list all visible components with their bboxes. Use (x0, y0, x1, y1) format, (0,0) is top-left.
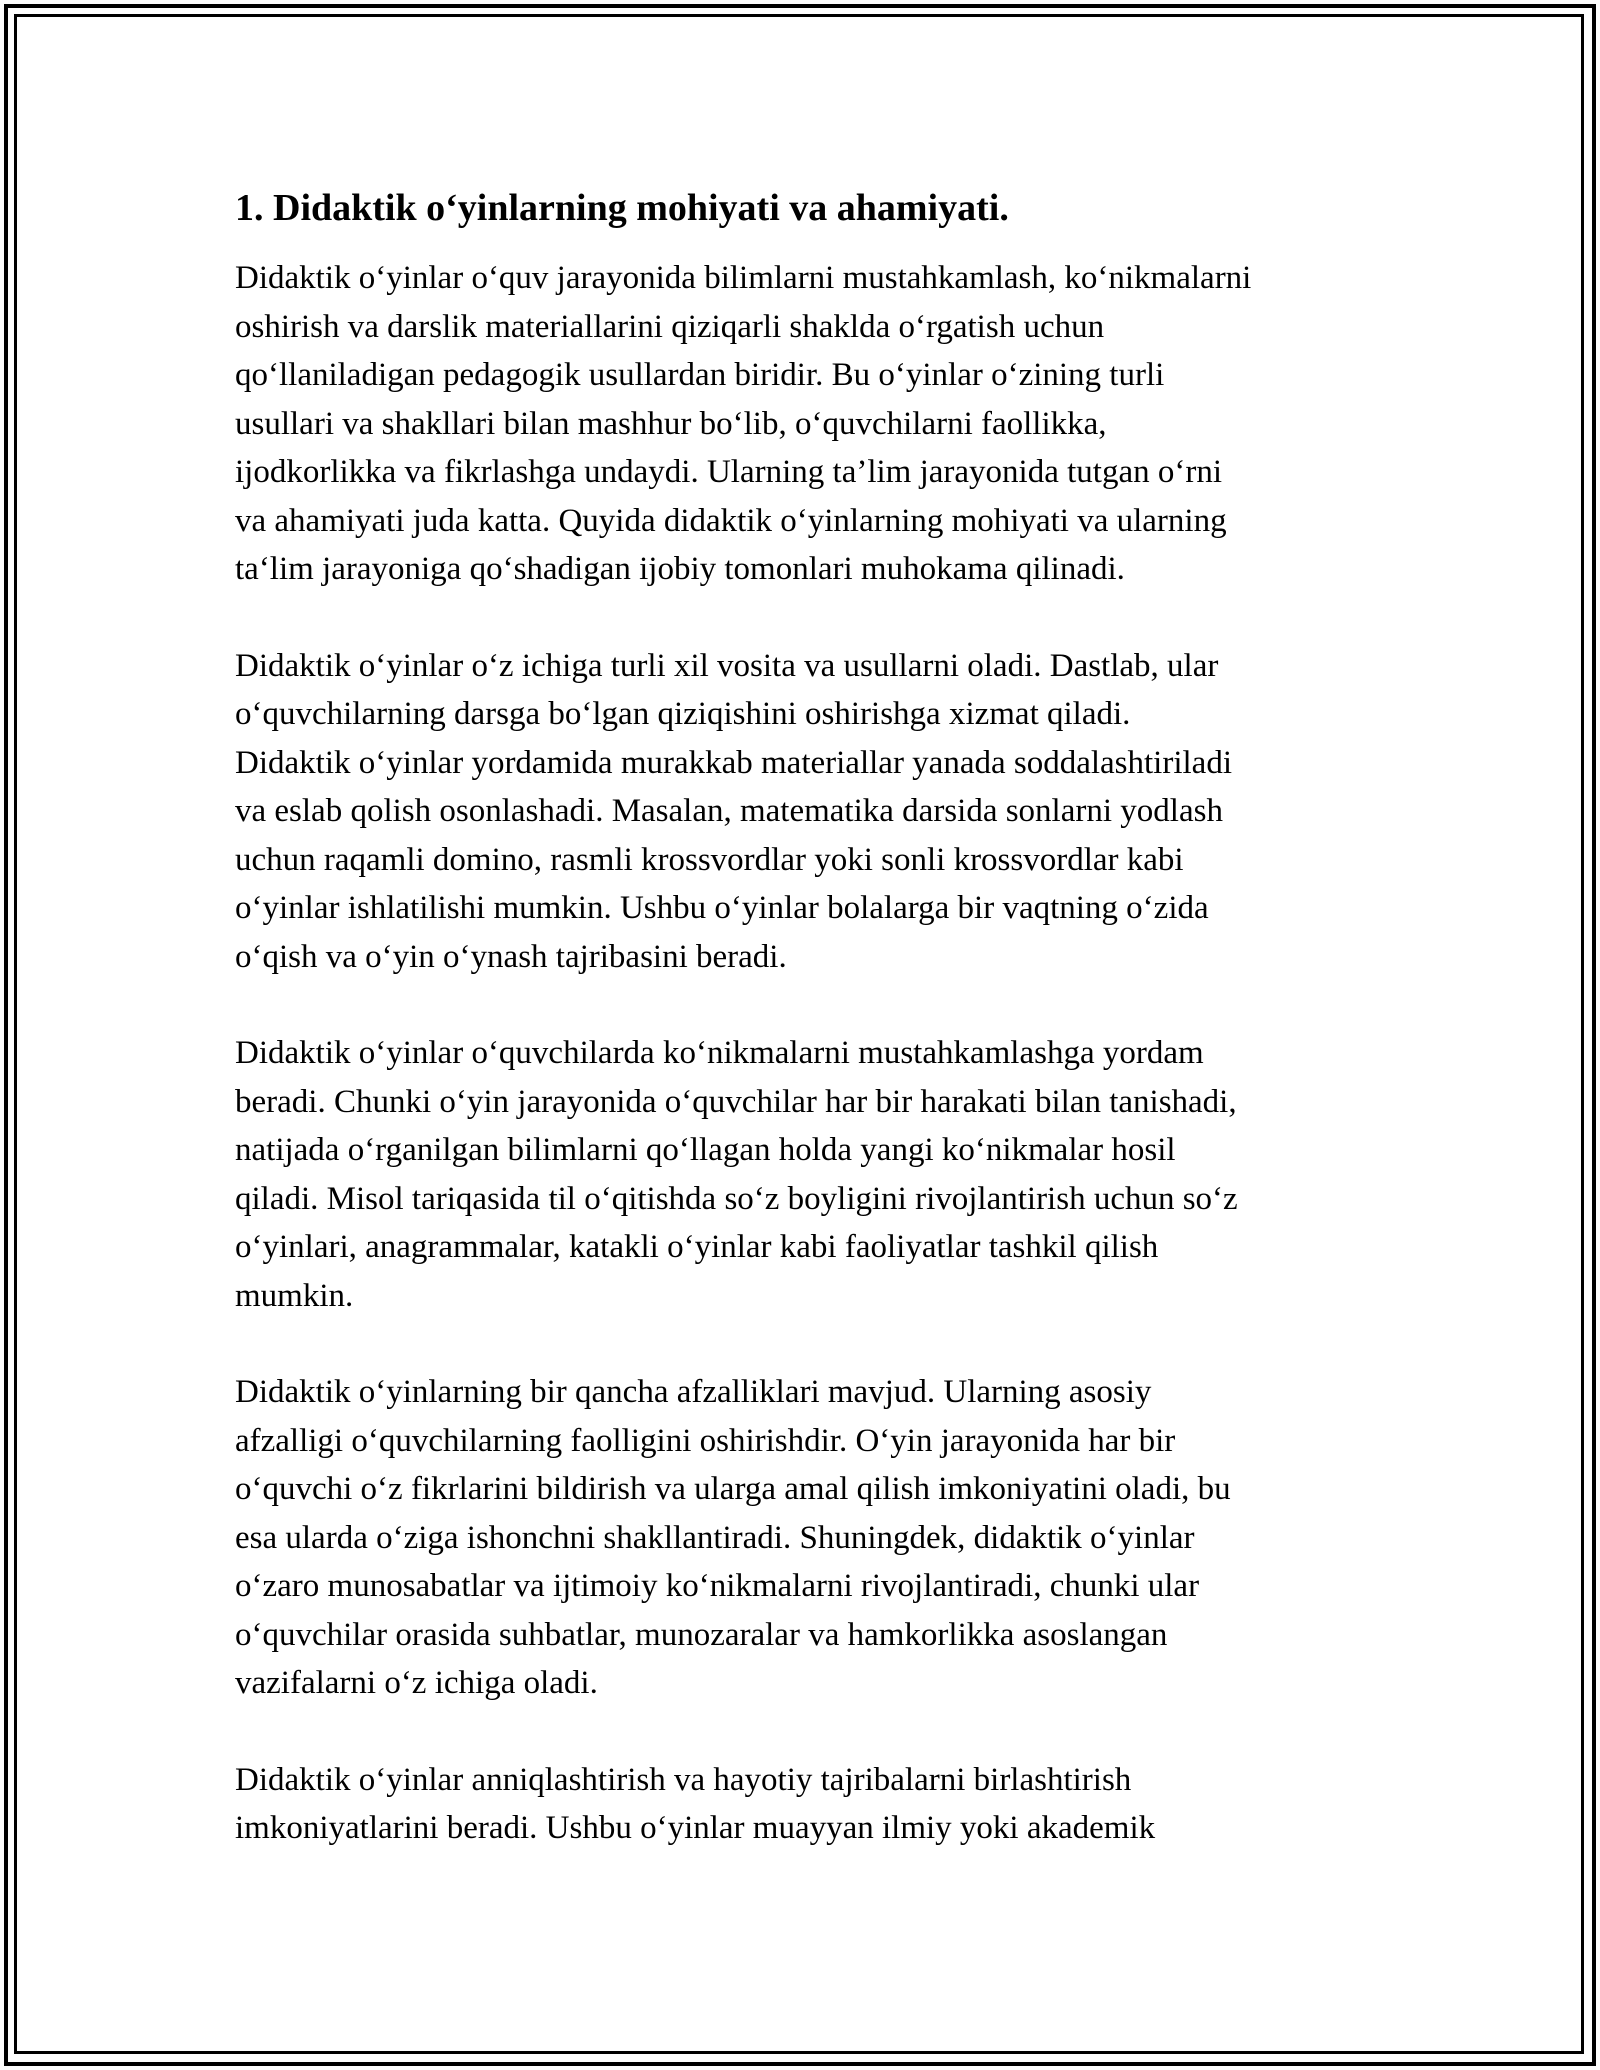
text-line: esa ularda o‘ziga ishonchni shakllantiradi. Shuningdek, didaktik o‘yinlar (235, 1519, 1195, 1556)
section-heading: 1. Didaktik o‘yinlarning mohiyati va ahamiyati. (235, 187, 1009, 229)
text-line: o‘quvchilar orasida suhbatlar, munozaralar va hamkorlikka asoslangan (235, 1616, 1168, 1653)
paragraph-3 (235, 1029, 1395, 1320)
text-line: Didaktik o‘yinlarning bir qancha afzalliklari mavjud. Ularning asosiy (235, 1374, 1152, 1410)
paragraph-2 (235, 642, 1395, 982)
text-line: ijodkorlikka va fikrlashga undaydi. Ularning ta’lim jarayonida tutgan o‘rni (235, 454, 1222, 490)
text-line: Didaktik o‘yinlar o‘quv jarayonida bilimlarni mustahkamlash, ko‘nikmalarni (235, 260, 1252, 296)
text-line: Didaktik o‘yinlar o‘z ichiga turli xil vosita va usullarni oladi. Dastlab, ular (235, 647, 1219, 684)
text-line: oshirish va darslik materiallarini qiziqarli shaklda o‘rgatish uchun (235, 308, 1105, 345)
paragraph-1 (235, 254, 1395, 594)
text-line: va ahamiyati juda katta. Quyida didaktik o‘yinlarning mohiyati va ularning (235, 502, 1227, 539)
document-body (235, 182, 1395, 1901)
text-line: natijada o‘rganilgan bilimlarni qo‘llagan holda yangi ko‘nikmalar hosil (235, 1132, 1176, 1168)
text-line: o‘qish va o‘yin o‘ynash tajribasini beradi. (235, 938, 787, 975)
text-line: mumkin. (235, 1277, 354, 1314)
text-line: uchun raqamli domino, rasmli krossvordlar yoki sonli krossvordlar kabi (235, 841, 1184, 878)
text-line: Didaktik o‘yinlar o‘quvchilarda ko‘nikmalarni mustahkamlashga yordam (235, 1035, 1204, 1071)
paragraph-4 (235, 1368, 1395, 1708)
text-line: Didaktik o‘yinlar yordamida murakkab materiallar yanada soddalashtiriladi (235, 744, 1232, 781)
text-line: vazifalarni o‘z ichiga oladi. (235, 1665, 598, 1701)
text-line: qiladi. Misol tariqasida til o‘qitishda so‘z boyligini rivojlantirish uchun so‘z (235, 1180, 1238, 1217)
text-line: o‘yinlari, anagrammalar, katakli o‘yinlar kabi faoliyatlar tashkil qilish (235, 1229, 1159, 1265)
text-line: imkoniyatlarini beradi. Ushbu o‘yinlar muayyan ilmiy yoki akademik (235, 1810, 1156, 1846)
text-line: Didaktik o‘yinlar anniqlashtirish va hayotiy tajribalarni birlashtirish (235, 1761, 1132, 1798)
paragraph-5 (235, 1756, 1395, 1853)
text-line: o‘quvchi o‘z fikrlarini bildirish va ularga amal qilish imkoniyatini oladi, bu (235, 1471, 1231, 1507)
text-line: o‘quvchilarning darsga bo‘lgan qiziqishini oshirishga xizmat qiladi. (235, 696, 1131, 732)
text-line: va eslab qolish osonlashadi. Masalan, matematika darsida sonlarni yodlash (235, 793, 1223, 829)
text-line: usullari va shakllari bilan mashhur bo‘lib, o‘quvchilarni faollikka, (235, 405, 1107, 442)
text-line: beradi. Chunki o‘yin jarayonida o‘quvchilar har bir harakati bilan tanishadi, (235, 1083, 1237, 1120)
text-line: o‘zaro munosabatlar va ijtimoiy ko‘nikmalarni rivojlantiradi, chunki ular (235, 1568, 1200, 1604)
text-line: afzalligi o‘quvchilarning faolligini oshirishdir. O‘yin jarayonida har bir (235, 1422, 1176, 1459)
text-line: qo‘llaniladigan pedagogik usullardan biridir. Bu o‘yinlar o‘zining turli (235, 357, 1165, 393)
text-line: ta‘lim jarayoniga qo‘shadigan ijobiy tomonlari muhokama qilinadi. (235, 551, 1125, 587)
text-line: o‘yinlar ishlatilishi mumkin. Ushbu o‘yinlar bolalarga bir vaqtning o‘zida (235, 890, 1209, 926)
